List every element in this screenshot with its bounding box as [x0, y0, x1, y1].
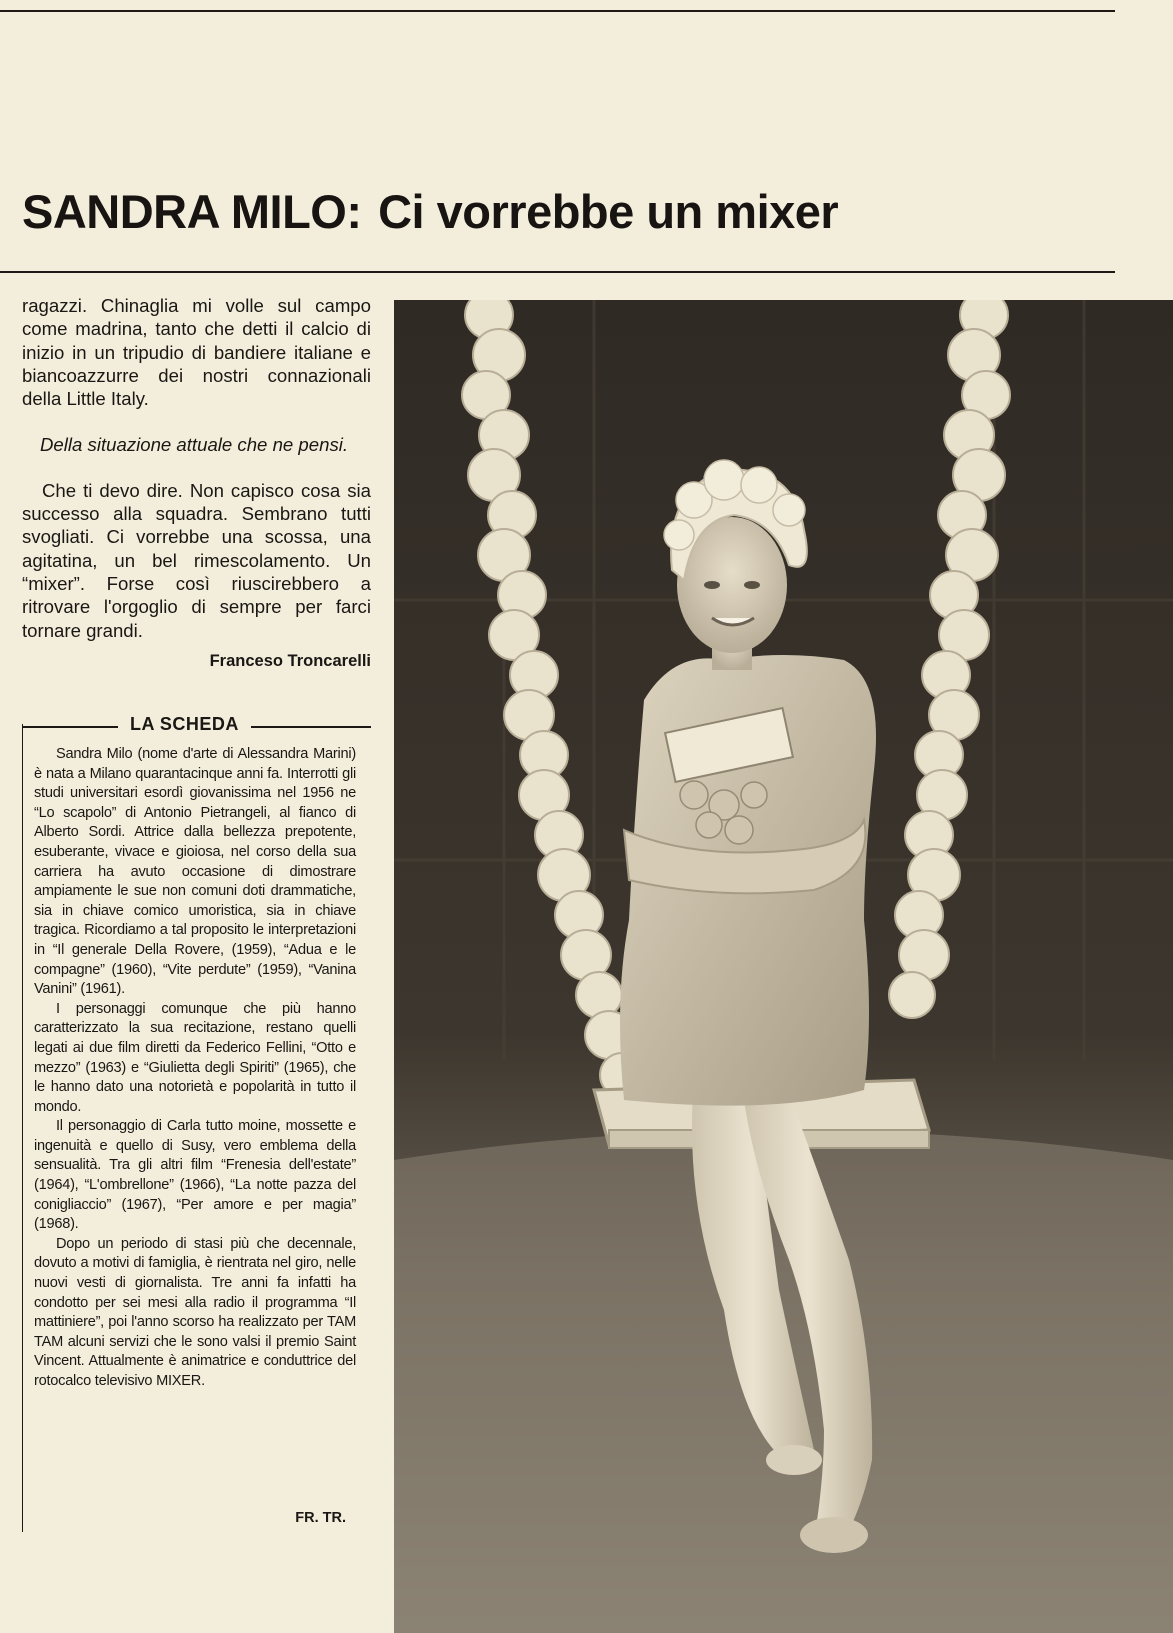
photo-woman-on-flower-swing [394, 300, 1173, 1633]
byline: Franceso Troncarelli [209, 652, 371, 670]
top-rule [0, 10, 1115, 12]
scheda-paragraph: Sandra Milo (nome d'arte di Alessandra Marini) è nata a Milano quarantacinque anni fa. Interrotti gli studi universitari esordì giovanissima nel 1956 ne “Lo scapolo” di Antonio Pietrangeli, al fianco di Alberto Sordi. Attrice dalla bellezza prepotente, esuberante, vivace e gioiosa, nel corso della sua carriera ha avuto occasione di dimostrare ampiamente le sue non comuni doti drammatiche, sia in chiave comico umoristica, sia in chiave tragica. Ricordiamo a tal proposito le interpretazioni in “Il generale Della Rovere, (1959), “Adua e le compagne” (1960), “Vite perdute” (1959), “Vanina Vanini” (1961). [34, 746, 356, 998]
article-paragraph-2: Che ti devo dire. Non capisco cosa sia successo alla squadra. Sembrano tutti svogliati. Ci vorrebbe una scossa, una agitatina, un bel rimescolamento. Un “mixer”. Forse così riuscirebbero a ritrovare l'orgoglio di sempre per farci tornare grandi. [22, 479, 371, 641]
interview-question: Della situazione attuale che ne pensi. [40, 434, 349, 456]
scheda-paragraph: I personaggi comunque che più hanno caratterizzato la sua recitazione, restano quelli legati ai due film diretti da Federico Fellini, “Otto e mezzo” (1963) e “Giulietta degli Spiriti” (1965), che le hanno dato una notorietà e popolarità in tutto il mondo. [34, 1000, 356, 1115]
article-paragraph-1: ragazzi. Chinaglia mi volle sul campo come madrina, tanto che detti il calcio di inizio in un tripudio di bandiere italiane e biancoazzurre dei nostri connazionali della Little Italy. [22, 295, 371, 410]
article-column [22, 294, 371, 642]
headline-subtitle: Ci vorrebbe un mixer [378, 185, 839, 238]
headline [22, 184, 838, 239]
headline-rule [0, 271, 1115, 273]
scheda-title: LA SCHEDA [118, 714, 251, 735]
scheda-paragraph: Dopo un periodo di stasi più che decennale, dovuto a motivi di famiglia, è rientrata nel giro, nelle nuovi vesti di giornalista. Tre anni fa infatti ha condotto per sei mesi alla radio il programma “Il mattiniere”, poi l'anno scorso ha realizzato per TAM TAM alcuni servizi che le sono valsi il premio Saint Vincent. Attualmente è animatrice e conduttrice del rotocalco televisivo MIXER. [34, 1235, 356, 1389]
headline-name: SANDRA MILO [22, 185, 347, 238]
scheda-body [34, 745, 356, 1392]
scheda-signature: FR. TR. [295, 1510, 346, 1526]
headline-colon: : [346, 185, 362, 238]
scheda-paragraph: Il personaggio di Carla tutto moine, mossette e ingenuità e quello di Susy, vero emblema della sensualità. Tra gli altri film “Frenesia dell'estate” (1964), “L'ombrellone” (1966), “La notte pazza del conigliaccio” (1967), “Per amore e per magia” (1968). [34, 1118, 356, 1233]
photo-illustration [394, 300, 1173, 1633]
